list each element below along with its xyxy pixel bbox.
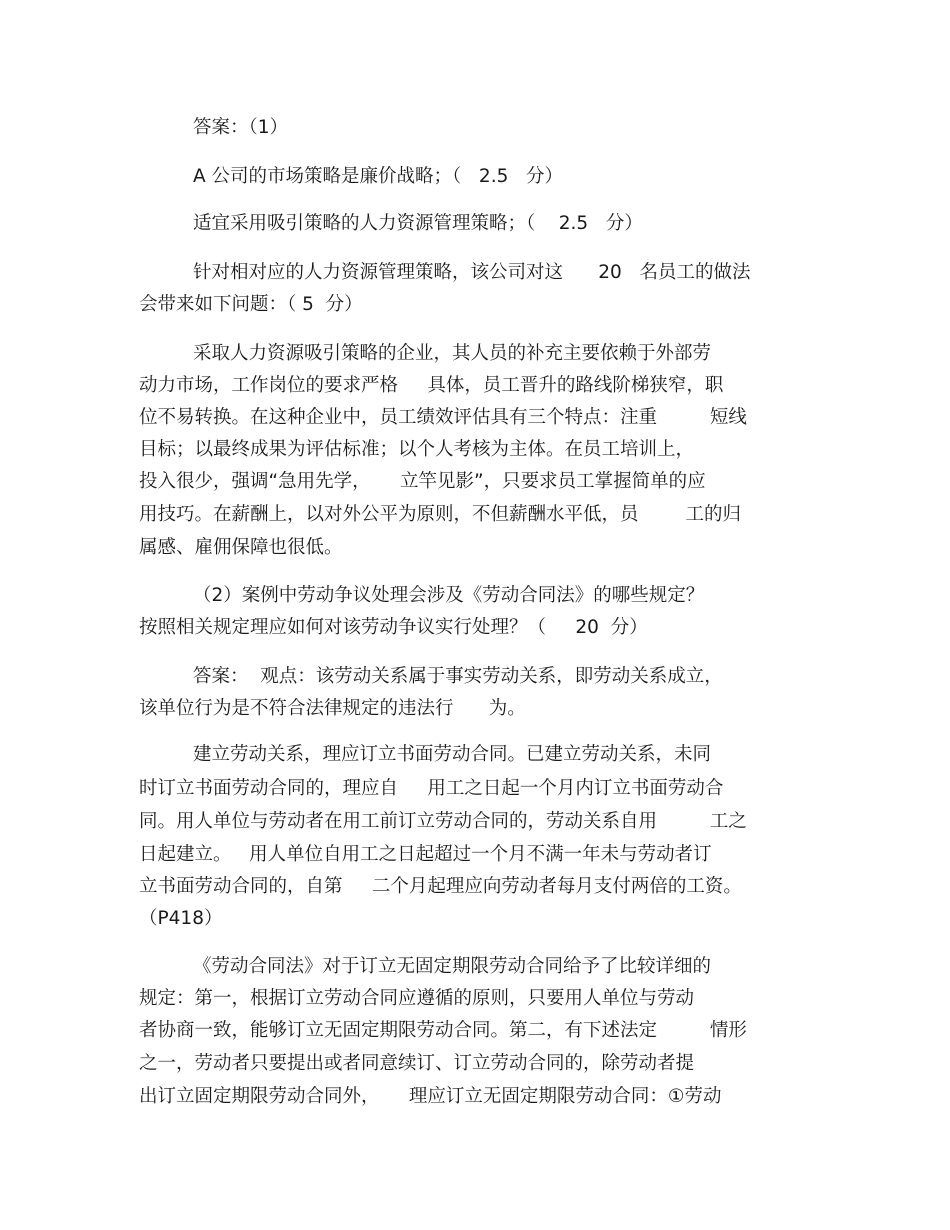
- text-line: 用技巧。在薪酬上，以对外公平为原则，不但薪酬水平低，员 工的归: [139, 504, 742, 525]
- text-line: 该单位行为是不符合法律规定的违法行 为。: [139, 698, 526, 719]
- text-line: 规定：第一，根据订立劳动合同应遵循的原则，只要用人单位与劳动: [139, 988, 695, 1009]
- text-line: 日起建立。 用人单位自用工之日起超过一个月不满一年未与劳动者订: [139, 844, 712, 865]
- text-line: 建立劳动关系，理应订立书面劳动合同。已建立劳动关系，未同: [193, 744, 712, 765]
- text-line: 者协商一致，能够订立无固定期限劳动合同。第二，有下述法定 情形: [139, 1020, 747, 1041]
- text-line: 位不易转换。在这种企业中，员工绩效评估具有三个特点：注重 短线: [139, 407, 747, 428]
- text-line: 投入很少，强调“急用先学， 立竿见影”，只要求员工掌握简单的应: [139, 471, 706, 492]
- question-2-line: （2）案例中劳动争议处理会涉及《劳动合同法》的哪些规定？: [193, 585, 705, 606]
- text-line: 属感、雇佣保障也很低。: [139, 537, 343, 558]
- text-line: 针对相对应的人力资源管理策略，该公司对这 20 名员工的做法: [193, 262, 751, 283]
- text-line: 出订立固定期限劳动合同外， 理应订立无固定期限劳动合同：①劳动: [139, 1086, 722, 1107]
- text-line: 采取人力资源吸引策略的企业，其人员的补充主要依赖于外部劳: [193, 343, 712, 364]
- text-line: 同。用人单位与劳动者在用工前订立劳动合同的，劳动关系自用 工之: [139, 811, 747, 832]
- answer-2-line: 答案： 观点：该劳动关系属于事实劳动关系，即劳动关系成立，: [193, 666, 723, 687]
- text-line: 《劳动合同法》对于订立无固定期限劳动合同给予了比较详细的: [193, 956, 712, 977]
- page-reference: （P418）: [139, 908, 223, 929]
- text-line: 会带来如下问题：（ 5 分）: [139, 294, 363, 315]
- question-2-line: 按照相关规定理应如何对该劳动争议实行处理？（ 20 分）: [139, 617, 648, 638]
- answer-1-label: 答案：（1）: [193, 117, 289, 138]
- text-line: 之一，劳动者只要提出或者同意续订、订立劳动合同的，除劳动者提: [139, 1053, 695, 1074]
- text-line: 时订立书面劳动合同的，理应自 用工之日起一个月内订立书面劳动合: [139, 778, 724, 799]
- text-line: 立书面劳动合同的，自第 二个月起理应向劳动者每月支付两倍的工资。: [139, 876, 742, 897]
- text-line: 动力市场，工作岗位的要求严格 具体，员工晋升的路线阶梯狭窄，职: [139, 375, 724, 396]
- text-line: A 公司的市场策略是廉价战略；（ 2.5 分）: [193, 166, 563, 187]
- text-line: 目标；以最终成果为评估标准；以个人考核为主体。在员工培训上，: [139, 439, 695, 460]
- text-line: 适宜采用吸引策略的人力资源管理策略；（ 2.5 分）: [193, 213, 643, 234]
